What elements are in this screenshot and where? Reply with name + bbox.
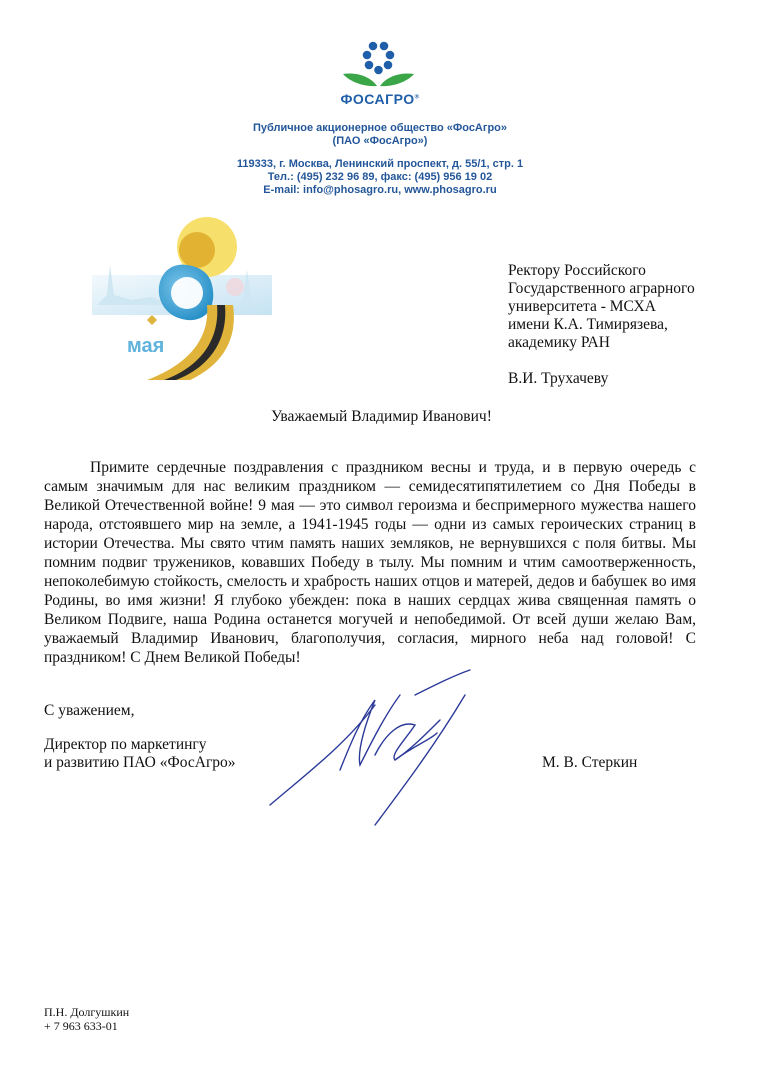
victory-day-banner — [92, 205, 272, 385]
signer-position — [44, 736, 236, 772]
addressee-line: Ректору Российского — [508, 262, 646, 279]
position-line-1: Директор по маркетингу — [44, 736, 207, 753]
company-short-name: (ПАО «ФосАгро») — [332, 135, 428, 147]
brand-name: ФОСАГРО® — [340, 91, 420, 107]
closing: С уважением, — [44, 702, 135, 719]
addressee-line: академику РАН — [508, 334, 610, 351]
contact-phone: + 7 963 633-01 — [44, 1019, 118, 1033]
addressee-line: Государственного аграрного — [508, 280, 695, 297]
company-full-name: Публичное акционерное общество «ФосАгро» — [252, 122, 508, 134]
company-name-block — [180, 122, 580, 148]
addressee-block — [508, 262, 695, 388]
contact-name: П.Н. Долгушкин — [44, 1005, 130, 1019]
handwritten-signature-icon — [265, 665, 495, 830]
company-contacts-block — [180, 158, 580, 197]
banner-label: мая — [127, 335, 165, 357]
letter-body: Примите сердечные поздравления с праздником весны и труда, и в первую очередь с самым значимым для нас великим праздником — семидесятипятилетием со Дня Победы в Великой Отечественной войне! 9 мая — это символ героизма и беспримерного мужества нашего народа, отстоявшего мир на земле, а 1941-1945 годы — одни из самых героических страниц в истории Отечества. Мы свято чтим память наших земляков, не вернувшихся с поля битвы. Мы помним подвиг тружеников, ковавших Победу в тылу. Мы помним и чтим самоотверженность, непоколебимую стойкость, смелость и храбрость наших отцов и матерей, дедов и бабушек во имя Родины, во имя жизни! Я глубоко убежден: пока в наших сердцах жива священная память о Великом Подвиге, наша Родина останется могучей и непобедимой. От всей души желаю Вам, уважаемый Владимир Иванович, благополучия, согласия, мирного неба над головой! С праздником! С Днем Великой Победы! — [44, 459, 696, 666]
company-email-web: E-mail: info@phosagro.ru, www.phosagro.ru — [263, 184, 497, 196]
company-phone-fax: Тел.: (495) 232 96 89, факс: (495) 956 19 02 — [267, 171, 493, 183]
victory-day-emblem-icon — [92, 205, 272, 385]
footer-contact — [44, 1005, 129, 1033]
addressee-line: имени К.А. Тимирязева, — [508, 316, 668, 333]
addressee-line: университета - МСХА — [508, 298, 656, 315]
company-address: 119333, г. Москва, Ленинский проспект, д. 55/1, стр. 1 — [236, 158, 524, 170]
salutation: Уважаемый Владимир Иванович! — [271, 408, 492, 425]
position-line-2: и развитию ПАО «ФосАгро» — [44, 754, 236, 771]
addressee-name: В.И. Трухачеву — [508, 370, 609, 387]
signer-name: М. В. Стеркин — [542, 754, 638, 771]
